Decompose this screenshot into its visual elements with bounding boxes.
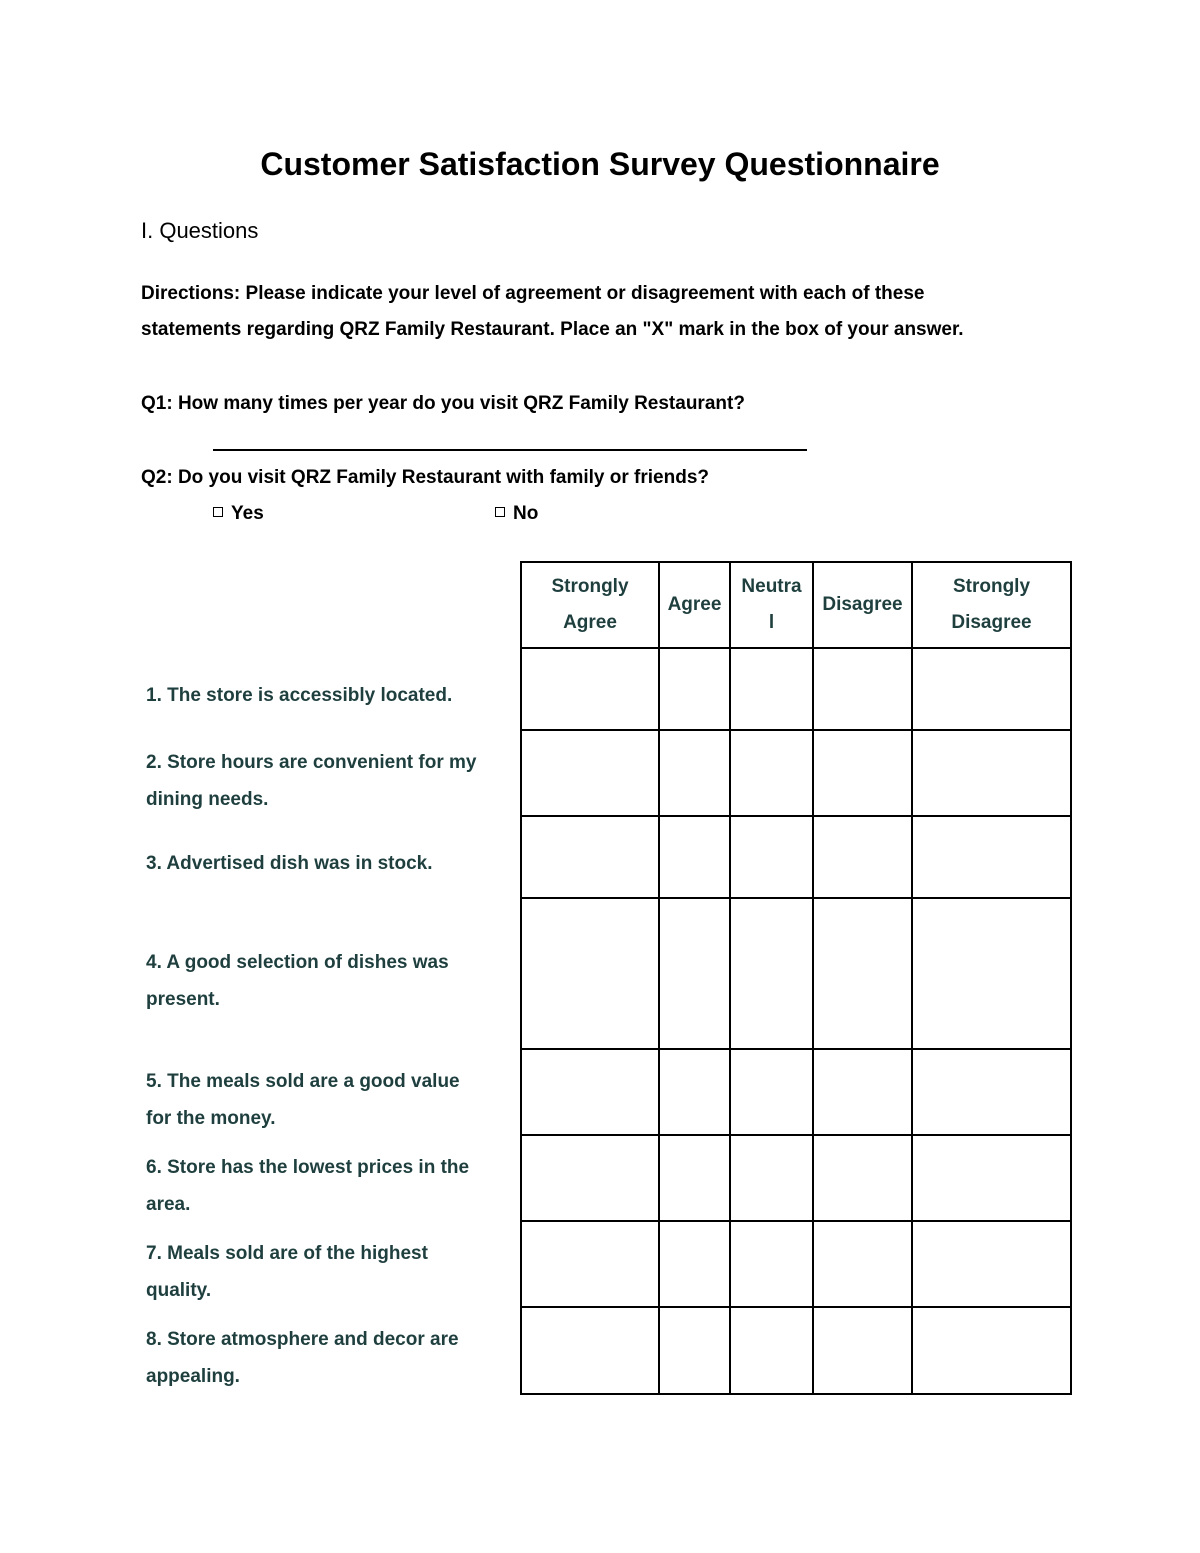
answer-cell-strongly-disagree[interactable] bbox=[912, 648, 1071, 730]
statement-3 bbox=[146, 845, 514, 882]
answer-cell-neutral[interactable] bbox=[730, 1135, 813, 1221]
answer-cell-neutral[interactable] bbox=[730, 730, 813, 816]
statement-text: area. bbox=[146, 1194, 191, 1215]
table-vertical-line bbox=[729, 562, 731, 1395]
q2-option-no[interactable] bbox=[495, 496, 538, 532]
answer-cell-disagree[interactable] bbox=[813, 1049, 912, 1135]
option-label: No bbox=[513, 503, 539, 524]
answer-cell-strongly-agree[interactable] bbox=[521, 648, 659, 730]
table-horizontal-line bbox=[520, 1306, 1072, 1308]
checkbox-icon[interactable] bbox=[495, 507, 505, 517]
statement-7 bbox=[146, 1235, 514, 1309]
answer-cell-strongly-disagree[interactable] bbox=[912, 1049, 1071, 1135]
answer-cell-disagree[interactable] bbox=[813, 648, 912, 730]
header-label: Agree bbox=[563, 612, 617, 633]
statement-8 bbox=[146, 1321, 514, 1395]
answer-cell-neutral[interactable] bbox=[730, 898, 813, 1049]
answer-cell-strongly-disagree[interactable] bbox=[912, 898, 1071, 1049]
table-horizontal-line bbox=[520, 1134, 1072, 1136]
section-heading: I. Questions bbox=[141, 218, 259, 243]
answer-cell-strongly-agree[interactable] bbox=[521, 1049, 659, 1135]
table-horizontal-line bbox=[520, 1220, 1072, 1222]
header-label: Agree bbox=[667, 594, 722, 615]
statement-text: appealing. bbox=[146, 1366, 240, 1387]
answer-cell-strongly-disagree[interactable] bbox=[912, 816, 1071, 898]
header-label: Disagree bbox=[951, 612, 1032, 633]
table-vertical-line bbox=[911, 562, 913, 1395]
answer-cell-disagree[interactable] bbox=[813, 816, 912, 898]
statement-text: 8. Store atmosphere and decor are bbox=[146, 1329, 459, 1350]
header-agree bbox=[659, 562, 730, 648]
table-vertical-line bbox=[812, 562, 814, 1395]
statement-text: dining needs. bbox=[146, 789, 269, 810]
table-horizontal-line bbox=[520, 1393, 1072, 1395]
statement-2 bbox=[146, 744, 514, 818]
question-2: Q2: Do you visit QRZ Family Restaurant with family or friends? bbox=[141, 467, 709, 488]
answer-cell-neutral[interactable] bbox=[730, 1049, 813, 1135]
answer-cell-disagree[interactable] bbox=[813, 1307, 912, 1394]
header-disagree bbox=[813, 562, 912, 648]
answer-cell-neutral[interactable] bbox=[730, 648, 813, 730]
statement-text: 4. A good selection of dishes was bbox=[146, 952, 449, 973]
answer-cell-agree[interactable] bbox=[659, 648, 730, 730]
header-label: l bbox=[768, 612, 775, 633]
statement-5 bbox=[146, 1063, 514, 1137]
header-label: Strongly bbox=[551, 576, 629, 597]
statement-text: present. bbox=[146, 989, 220, 1010]
answer-cell-agree[interactable] bbox=[659, 898, 730, 1049]
answer-cell-disagree[interactable] bbox=[813, 730, 912, 816]
answer-cell-strongly-disagree[interactable] bbox=[912, 1307, 1071, 1394]
answer-cell-strongly-agree[interactable] bbox=[521, 1307, 659, 1394]
answer-cell-strongly-disagree[interactable] bbox=[912, 730, 1071, 816]
statement-text: 7. Meals sold are of the highest bbox=[146, 1243, 428, 1264]
statement-text: 6. Store has the lowest prices in the bbox=[146, 1157, 470, 1178]
answer-cell-strongly-agree[interactable] bbox=[521, 898, 659, 1049]
page-title: Customer Satisfaction Survey Questionnaire bbox=[260, 146, 940, 182]
header-label: Strongly bbox=[952, 576, 1031, 597]
header-label: Disagree bbox=[822, 594, 903, 615]
answer-cell-strongly-disagree[interactable] bbox=[912, 1135, 1071, 1221]
answer-cell-strongly-agree[interactable] bbox=[521, 1135, 659, 1221]
table-horizontal-line bbox=[520, 729, 1072, 731]
answer-cell-disagree[interactable] bbox=[813, 1135, 912, 1221]
answer-cell-agree[interactable] bbox=[659, 730, 730, 816]
question-1: Q1: How many times per year do you visit QRZ Family Restaurant? bbox=[141, 393, 745, 414]
table-horizontal-line bbox=[520, 897, 1072, 899]
statement-text: 3. Advertised dish was in stock. bbox=[146, 853, 433, 874]
answer-cell-disagree[interactable] bbox=[813, 898, 912, 1049]
answer-cell-strongly-disagree[interactable] bbox=[912, 1221, 1071, 1307]
directions-line-1: Directions: Please indicate your level of agreement or disagreement with each of these bbox=[141, 283, 925, 304]
header-neutral bbox=[730, 562, 813, 648]
header-strongly-agree bbox=[521, 562, 659, 648]
option-label: Yes bbox=[231, 503, 264, 524]
answer-cell-agree[interactable] bbox=[659, 1221, 730, 1307]
statement-4 bbox=[146, 944, 514, 1018]
statement-text: 2. Store hours are convenient for my bbox=[146, 752, 477, 773]
answer-cell-agree[interactable] bbox=[659, 1307, 730, 1394]
directions-line-2: statements regarding QRZ Family Restaurant. Place an "X" mark in the box of your answer. bbox=[141, 319, 964, 340]
statement-text: 5. The meals sold are a good value bbox=[146, 1071, 460, 1092]
statement-text: for the money. bbox=[146, 1108, 276, 1129]
answer-cell-agree[interactable] bbox=[659, 1135, 730, 1221]
table-horizontal-line bbox=[520, 815, 1072, 817]
answer-cell-neutral[interactable] bbox=[730, 816, 813, 898]
answer-cell-neutral[interactable] bbox=[730, 1221, 813, 1307]
table-vertical-line bbox=[520, 562, 522, 1395]
answer-cell-agree[interactable] bbox=[659, 816, 730, 898]
answer-cell-agree[interactable] bbox=[659, 1049, 730, 1135]
q2-option-yes[interactable] bbox=[213, 496, 264, 532]
statement-text: 1. The store is accessibly located. bbox=[146, 685, 453, 706]
answer-cell-disagree[interactable] bbox=[813, 1221, 912, 1307]
header-strongly-disagree bbox=[912, 562, 1071, 648]
answer-cell-strongly-agree[interactable] bbox=[521, 730, 659, 816]
header-label: Neutra bbox=[741, 576, 802, 597]
answer-cell-strongly-agree[interactable] bbox=[521, 816, 659, 898]
table-horizontal-line bbox=[520, 1048, 1072, 1050]
table-vertical-line bbox=[658, 562, 660, 1395]
statement-1 bbox=[146, 677, 514, 714]
checkbox-icon[interactable] bbox=[213, 507, 223, 517]
q1-answer-line[interactable] bbox=[213, 449, 807, 451]
answer-cell-neutral[interactable] bbox=[730, 1307, 813, 1394]
table-vertical-line bbox=[1070, 562, 1072, 1395]
answer-cell-strongly-agree[interactable] bbox=[521, 1221, 659, 1307]
statement-6 bbox=[146, 1149, 514, 1223]
statement-text: quality. bbox=[146, 1280, 212, 1301]
